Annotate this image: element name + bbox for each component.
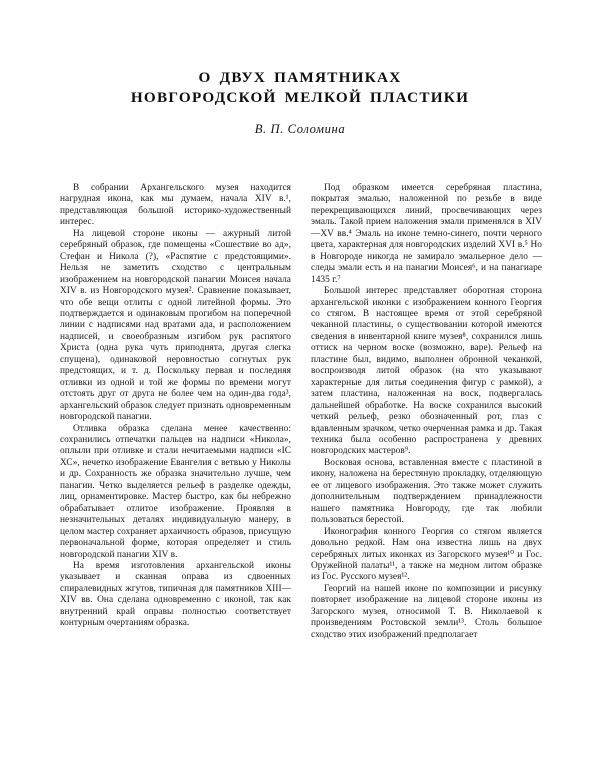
paragraph: Восковая основа, вставленная вместе с пластиной в икону, наложена на берестяную прокладку, отделяющую ее от лицевого изображения. Это также может служить дополнительным подтверждением принадлежности нашего памятника Новгороду, где так любили пользоваться берестой. bbox=[311, 457, 542, 526]
paragraph: На лицевой стороне иконы — ажурный литой серебряный образок, где помещены «Сошествие во ад», Стефан и Никола (?), «Распятие с предстоящими». Нельзя не заметить сходство с центральным изображением на новгородской панагии Моисея начала XIV в. из Новгородского музея². Сравнение показывает, что обе вещи отлиты с одной литейной формы. Это подтверждается и одинаковым прогибом на поперечной линии с надписями над вратами ада, и расположением надписей, и своеобразным изгибом рук распятого Христа (одна рука чуть приподнята, другая слегка спущена), одинаковой неровностью согнутых рук предстоящих, и т. д. Поскольку первая и последняя отливки из одной и той же формы по времени могут отстоять друг от друга не более чем на один-два года³, архангельский образок следует признать одновременным новгородской панагии. bbox=[60, 228, 291, 423]
paragraph: Георгий на нашей иконе по композиции и рисунку повторяет изображение на лицевой стороне иконы из Загорского музея, относимой Т. В. Николаевой к произведениям Ростовской земли¹³. Столь большое сходство этих изображений предполагает bbox=[311, 583, 542, 640]
left-column bbox=[60, 183, 291, 641]
author-byline: В. П. Соломина bbox=[254, 122, 346, 136]
paragraph: На время изготовления архангельской иконы указывает и сканная оправа из сдвоенных спиралевидных жгутов, типичная для памятников XIII—XIV вв. Она сделана одновременно с иконой, так как внутренний край оправы полностью соответствует контурным очертаниям образка. bbox=[60, 560, 291, 629]
body-columns bbox=[60, 183, 542, 641]
paragraph: Большой интерес представляет оборотная сторона архангельской иконки с изображением конного Георгия со стягом. В настоящее время от этой серебряной чеканной пластины, о существовании которой имеются сведения в инвентарной книге музея⁸, сохранился лишь оттиск на черном воске (возможно, варе). Рельеф на пластине был, видимо, выполнен обронной чеканкой, воспроизводя литой образок (на что указывают характерные для литья соединения фигур с рамкой), а затем пластина, наложенная на воск, подвергалась дальнейшей обработке. На воске сохранился высокий четкий рельеф, резко обозначенный рот, глаз с вдавленным зрачком, четко очерченная рамка и др. Такая техника была особенно распространена у древних новгородских мастеров⁹. bbox=[311, 286, 542, 457]
right-column bbox=[311, 183, 542, 641]
paragraph: Иконография конного Георгия со стягом является довольно редкой. Нам она известна лишь на двух серебряных литых иконках из Загорского музея¹⁰ и Гос. Оружейной палаты¹¹, а также на медном литом образке из Гос. Русского музея¹². bbox=[311, 526, 542, 583]
title-line-1: О ДВУХ ПАМЯТНИКАХ bbox=[198, 69, 402, 86]
paragraph: Под образком имеется серебряная пластина, покрытая эмалью, наложенной по резьбе в виде перекрещивающихся линий, просвечивающих через эмаль. Такой прием наложения эмали применялся в XIV—XV вв.⁴ Эмаль на иконе темно-синего, почти черного цвета, характерная для новгородских изделий XVI в.⁵ Но в Новгороде никогда не замирало эмальерное дело — следы эмали есть и на панагии Моисея⁶, и на панагиаре 1435 г.⁷ bbox=[311, 183, 542, 285]
paragraph: Отливка образка сделана менее качественно: сохранились отпечатки пальцев на надписи «Никола», оплыли при отливке и стали нечитаемыми надписи «IС ХС», нечетко изображение Евангелия с ветвью у Николы и др. Сохранность же образка значительно лучше, чем панагии. Четко выделяется рельеф в разделке одежды, лиц, орнаментировке. Мастер быстро, как бы небрежно обрабатывает отлитое изображение. Проявляя в незначительных деталях индивидуальную манеру, в целом мастер сохраняет архаичность образов, присущую первоначальной форме, которая определяет и стиль новгородской панагии XIV в. bbox=[60, 423, 291, 560]
paragraph: В собрании Архангельского музея находится нагрудная икона, как мы думаем, начала XIV в.¹, представляющая большой историко-художественный интерес. bbox=[60, 183, 291, 228]
page-title bbox=[60, 68, 540, 108]
title-line-2: НОВГОРОДСКОЙ МЕЛКОЙ ПЛАСТИКИ bbox=[130, 89, 470, 106]
